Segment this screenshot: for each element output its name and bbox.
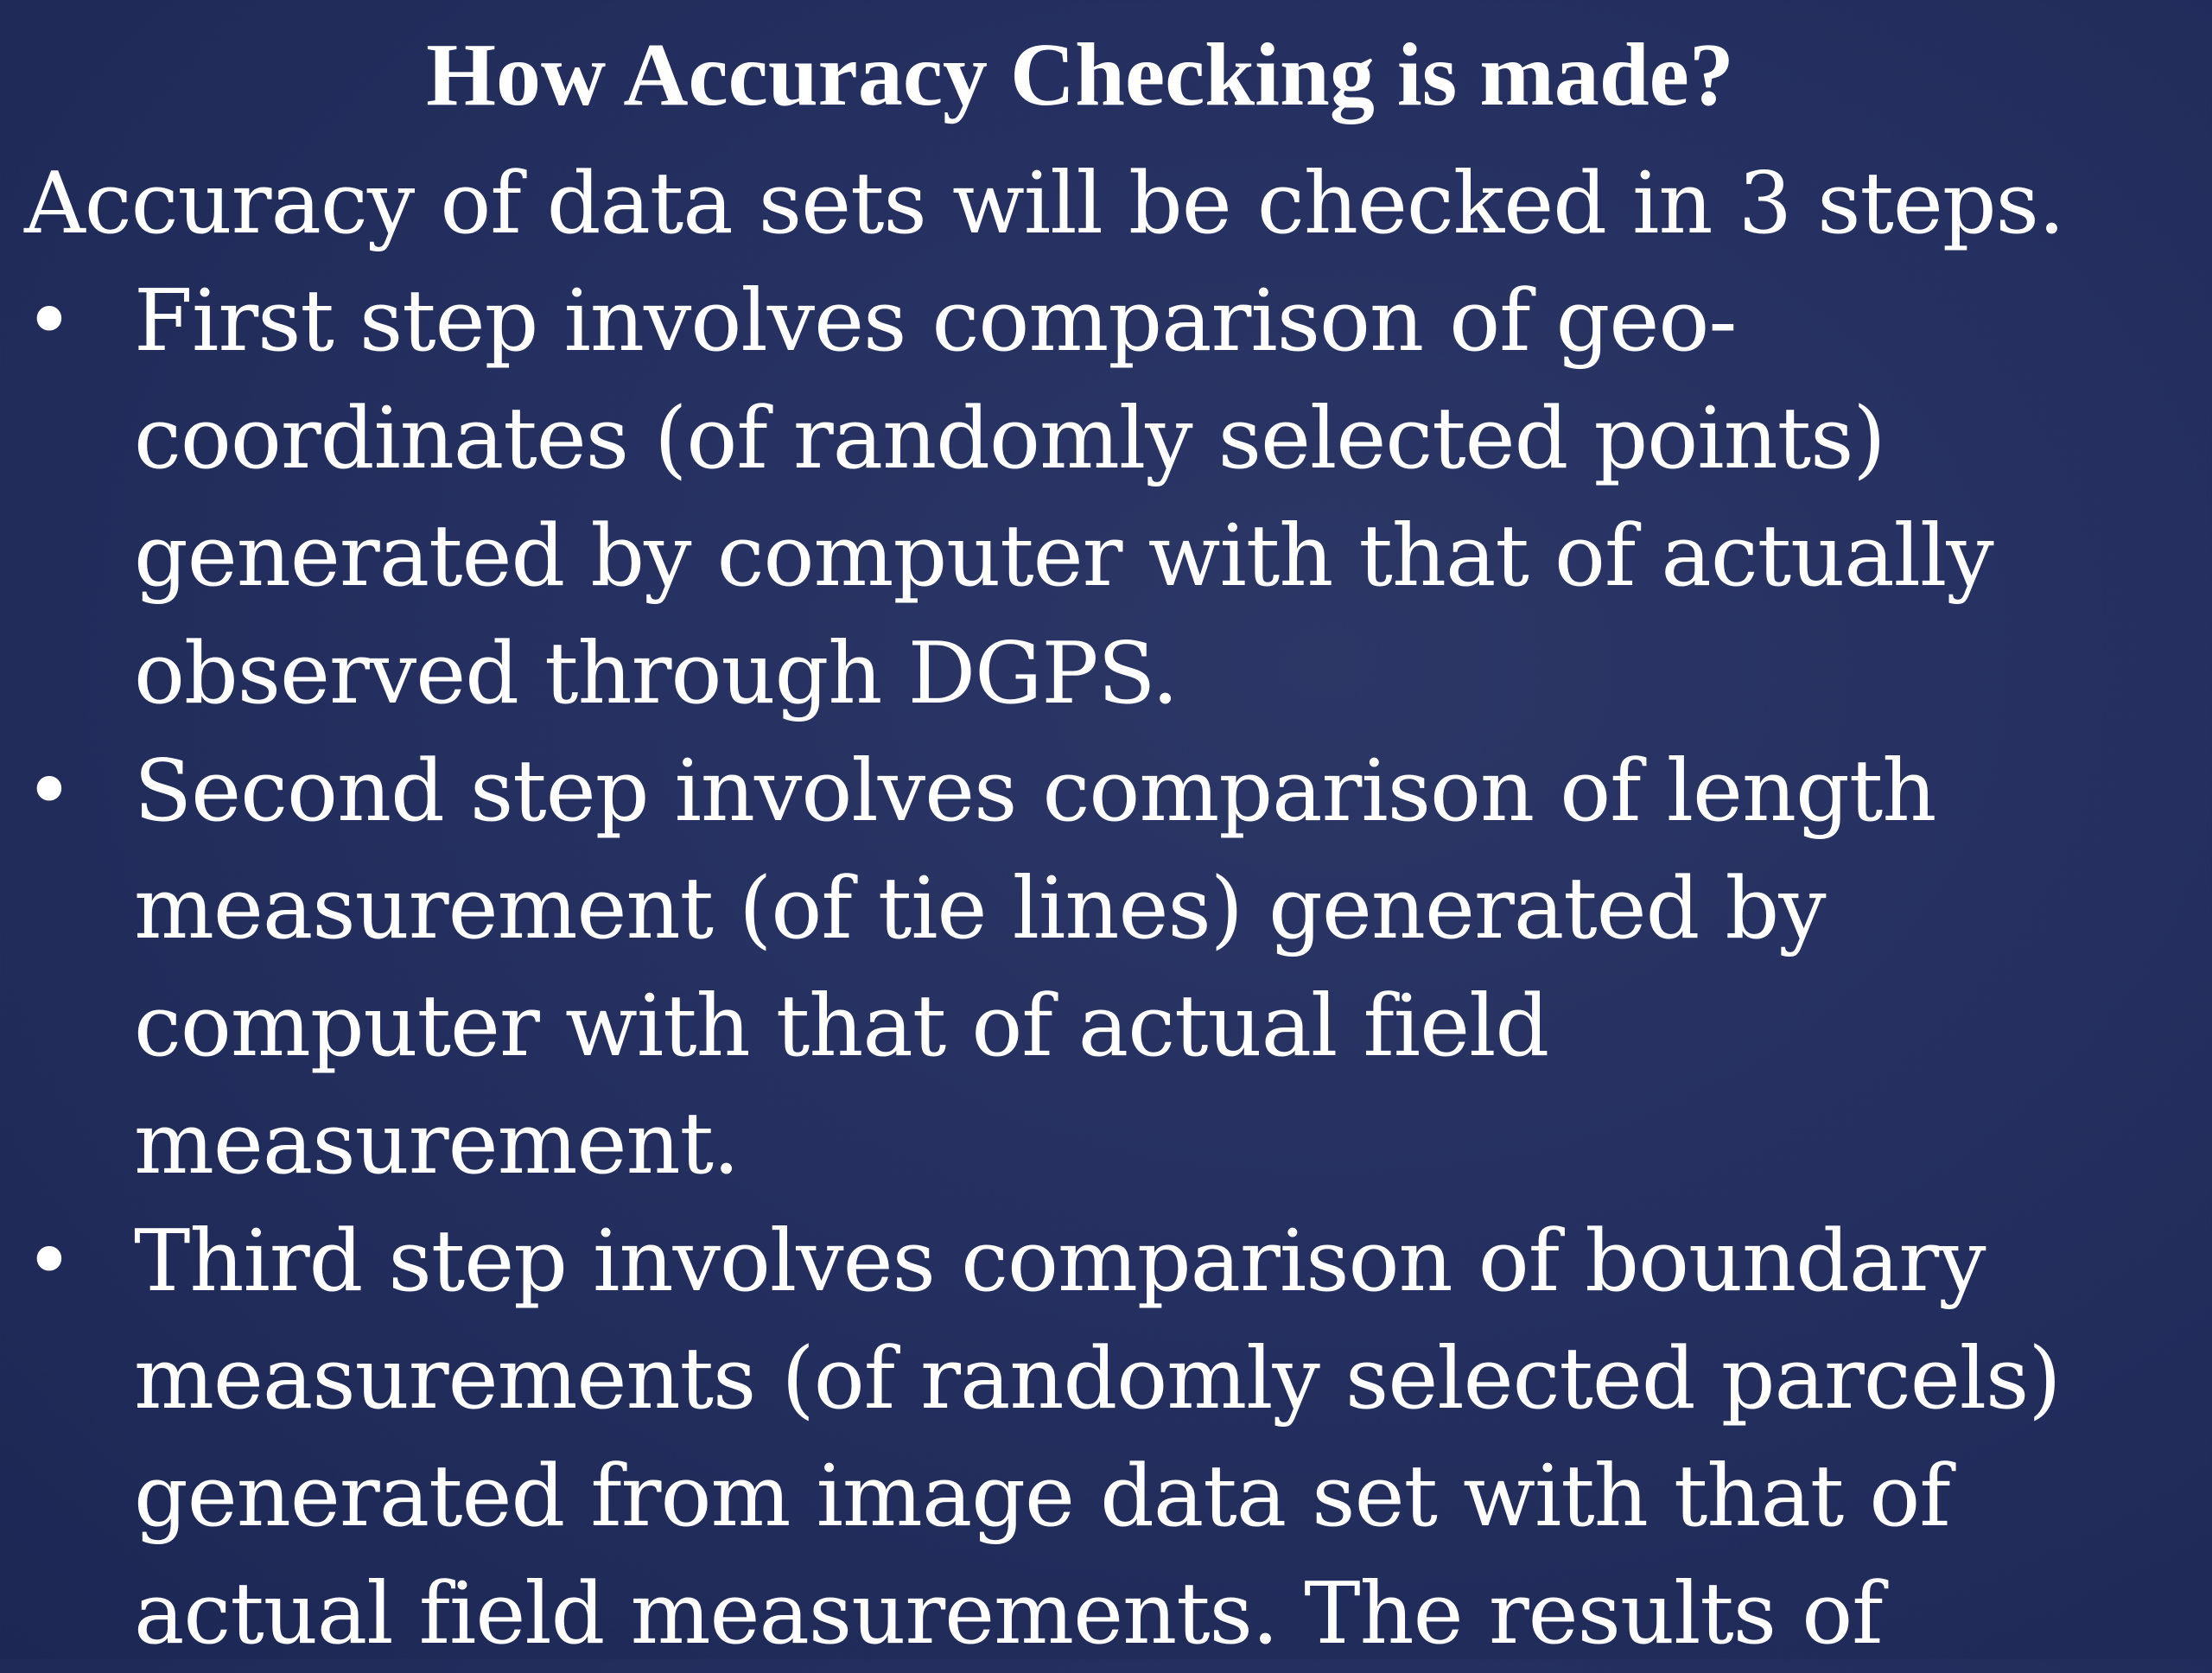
bullet-item-first-step <box>0 263 2212 733</box>
intro-text: Accuracy of data sets will be checked in 3 steps. <box>24 155 2065 253</box>
bullet-item-third-step <box>0 1203 2212 1673</box>
bullet-text-line: generated from image data set with that of <box>134 1447 1950 1546</box>
bullet-list <box>0 263 2212 1673</box>
bullet-item-second-step <box>0 733 2212 1203</box>
bullet-icon: • <box>24 272 74 371</box>
bullet-text-line: measurement (of tie lines) generated by <box>134 860 1826 958</box>
bullet-icon: • <box>24 1212 74 1311</box>
bullet-text-line: Third step involves comparison of boundary <box>134 1212 1986 1311</box>
bullet-text-line: Second step involves comparison of length <box>134 742 1936 841</box>
bullet-icon: • <box>24 742 74 841</box>
bullet-text-line: measurement. <box>134 1095 740 1193</box>
bullet-text-line: generated by computer with that of actually <box>134 507 1993 606</box>
bullet-text-line: coordinates (of randomly selected points) <box>134 390 1885 488</box>
bullet-text-line: observed through DGPS. <box>134 625 1179 723</box>
bullet-text-line: First step involves comparison of geo- <box>134 272 1737 371</box>
bullet-text-line: measurements (of randomly selected parcels) <box>134 1330 2061 1428</box>
slide-title: How Accuracy Checking is made? <box>426 25 1734 124</box>
bullet-text-line: actual field measurements. The results of <box>134 1565 1883 1663</box>
bullet-text-line: computer with that of actual field <box>134 977 1549 1076</box>
